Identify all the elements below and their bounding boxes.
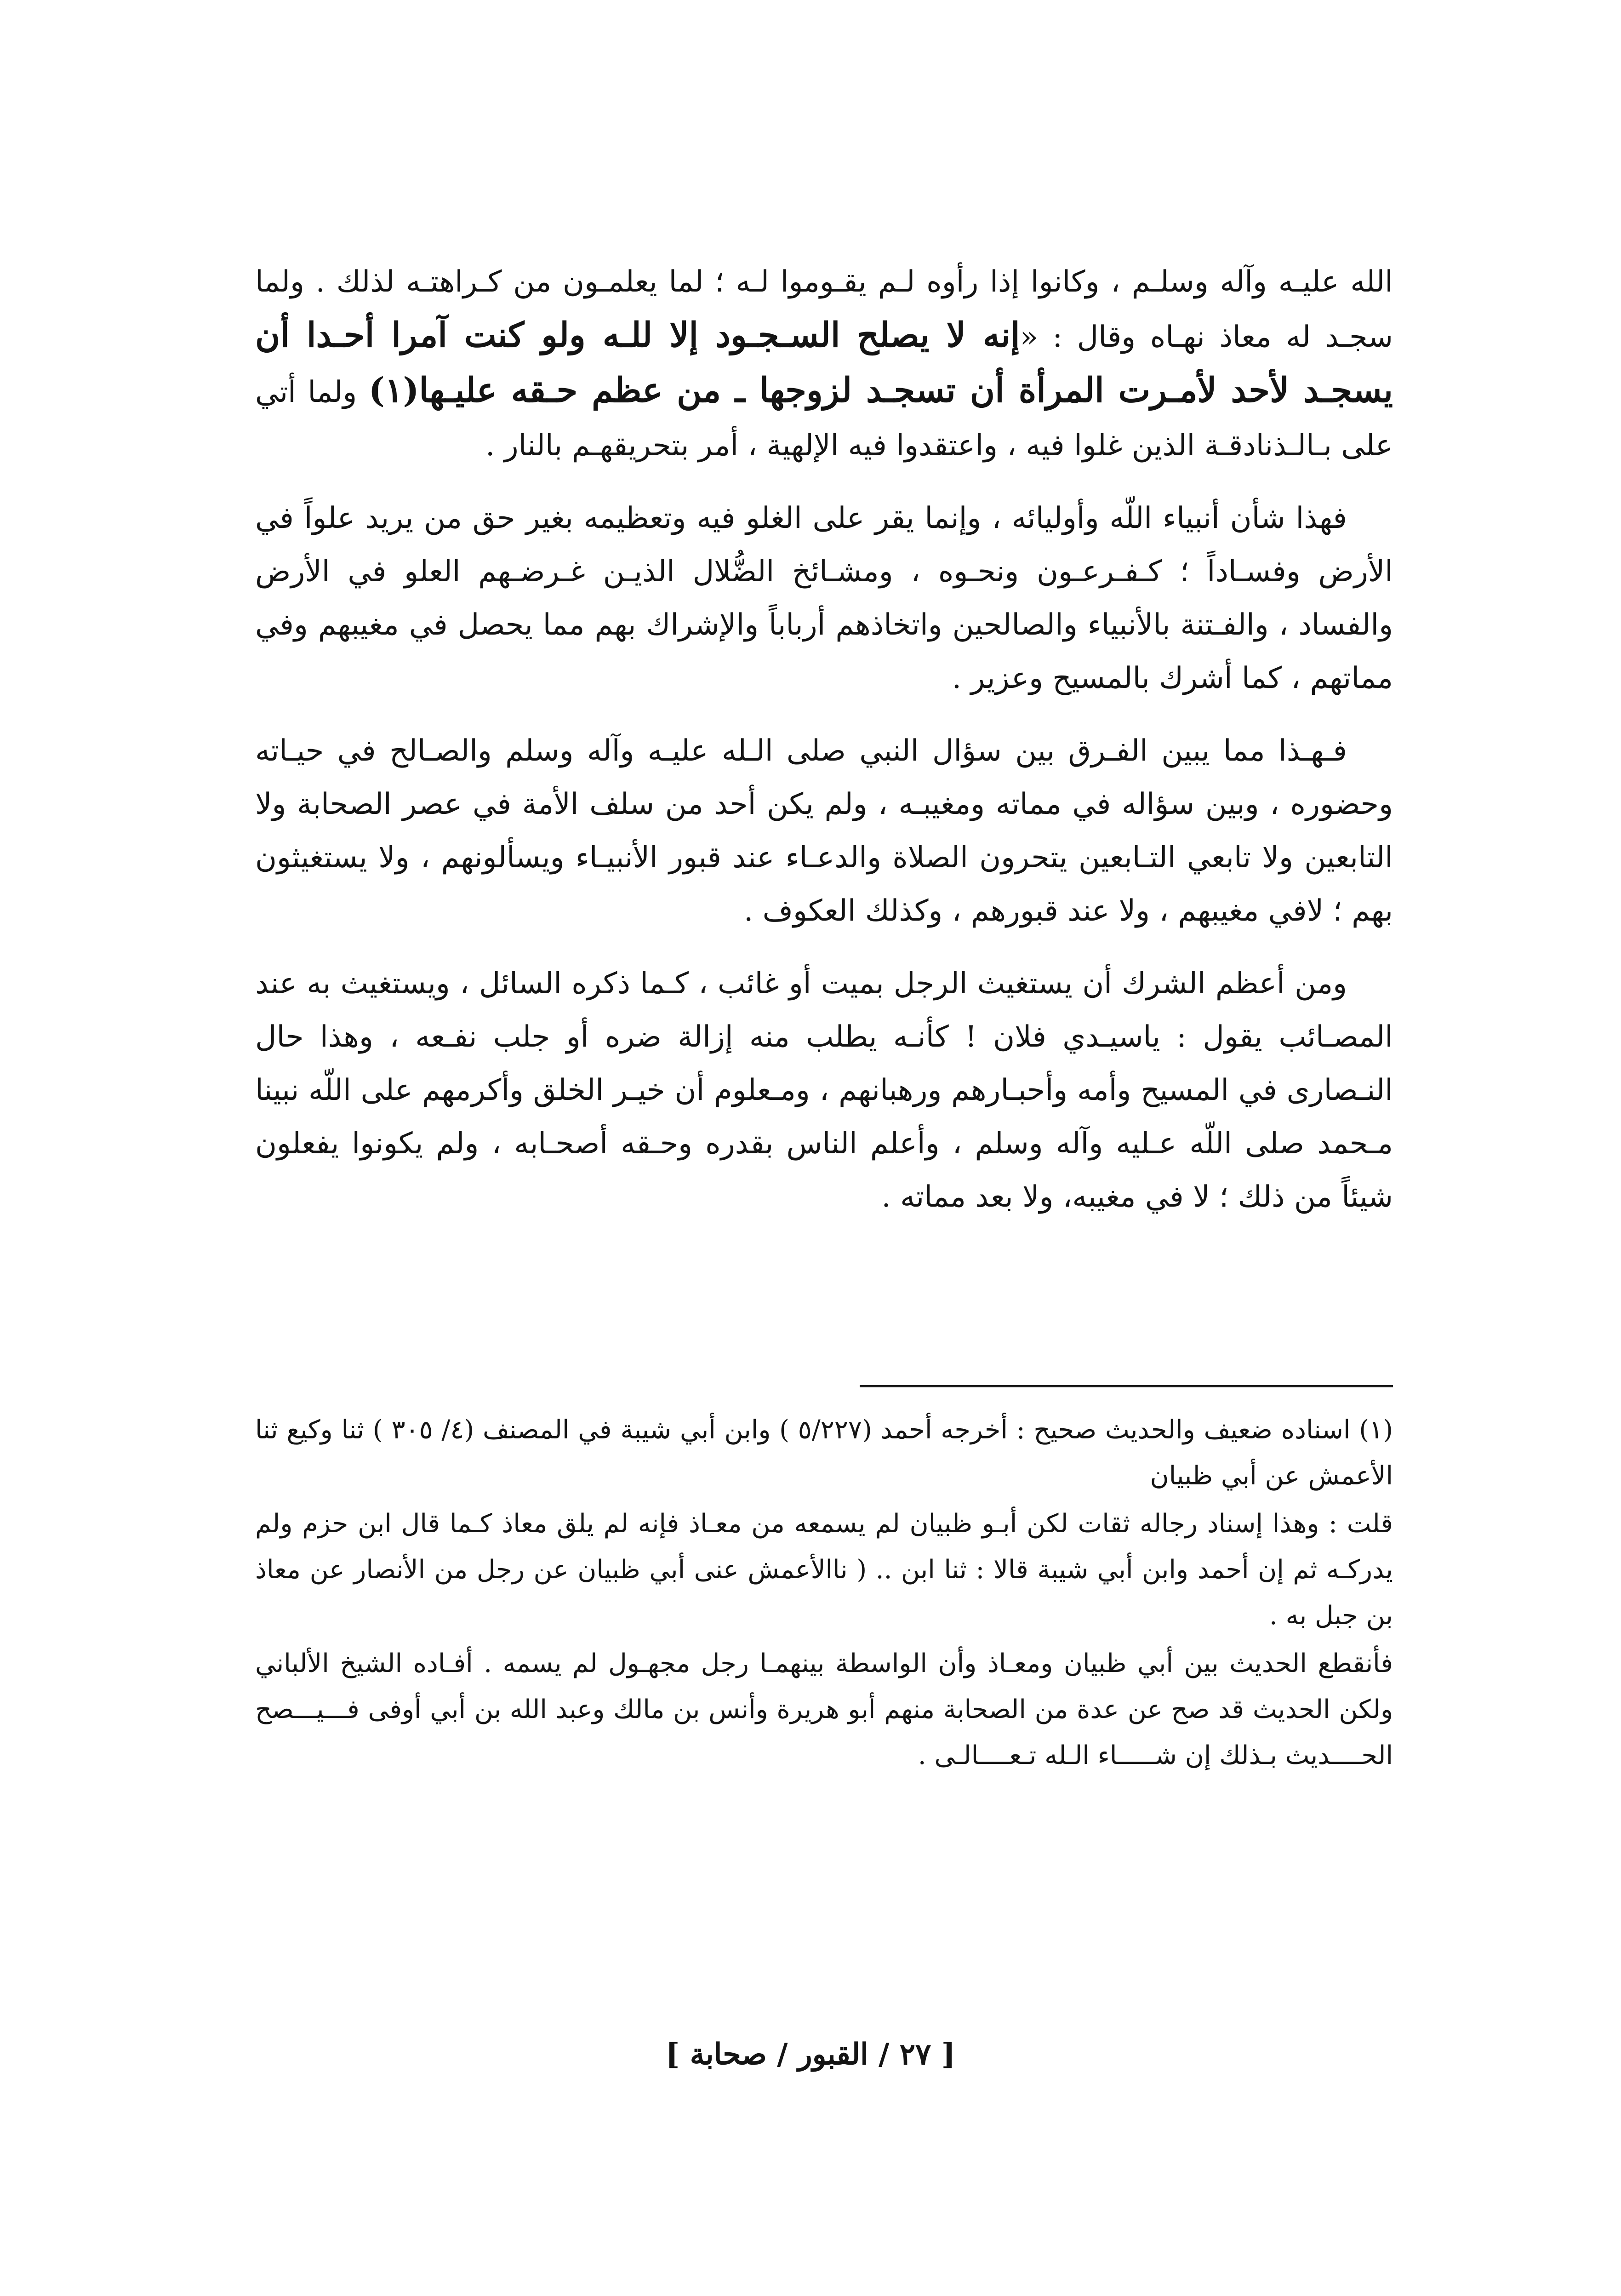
paragraph-shirk: ومن أعظم الشرك أن يستغيث الرجل بميت أو غائب ، كـما ذكره السائل ، ويستغيث به عند المصـائب يقول : ياسيـدي فلان ! كأنـه يطلب منه إزالة ضره أو جلب نفـعه ، وهذا حال النـصارى في المسيح وأمه وأحبـارهم ورهبانهم ، ومـعلوم أن خيـر الخلق وأكرمهم على اللّه نبينا مـحمد صلى اللّه عـليه وآله وسلم ، وأعلم الناس بقدره وحـقه أصحـابه ، ولم يكونوا يفعلون شيئاً من ذلك ؛ لا في مغيبه، ولا بعد مماته . — [255, 967, 1393, 1214]
paragraph-tail: ولما أتي على بـالـذنادقـة الذين غلوا فيه ، واعتقدوا فيه الإلهية ، أمر بتحريقهـم بالنار . — [255, 375, 1393, 463]
paragraph-prophets: فهذا شأن أنبياء اللّه وأوليائه ، وإنما يقر على الغلو فيه وتعظيمه بغير حق من يريد علواً في الأرض وفسـاداً ؛ كـفـرعـون ونحـوه ، ومشـائخ الضُّلال الذيـن غـرضـهم العلو في الأرض والفساد ، والفـتنة بالأنبياء والصالحين واتخاذهم أرباباً والإشراك بهم مما يحصل في مغيبهم وفي مماتهم ، كما أشرك بالمسيح وعزير . — [255, 501, 1393, 695]
footnote-1: (١) اسناده ضعيف والحديث صحيح : أخرجه أحمد (٥/٢٢٧ ) وابن أبي شيبة في المصنف (٤/ ٣٠٥ ) ثنا وكيع ثنا الأعمش عن أبي ظبيان — [255, 1415, 1393, 1491]
footnotes — [255, 1407, 1393, 1781]
paragraph-lead: الله عليـه وآله وسلـم ، وكانوا إذا رأوه لـم يقـوموا لـه ؛ لما يعلمـون من كـراهتـه لذلك . ولما سجـد له معاذ نهـاه وقال : « — [255, 265, 1393, 354]
footnote-divider — [860, 1385, 1393, 1387]
paragraph-difference: فـهـذا مما يبين الفـرق بين سؤال النبي صلى الـله عليـه وآله وسلم والصـالح في حيـاته وحضوره ، وبين سؤاله في مماته ومغيبـه ، ولم يكن أحد من سلف الأمة في عصر الصحابة ولا التابعين ولا تابعي التـابعين يتحرون الصلاة والدعـاء عند قبور الأنبيـاء ويسألونهم ، ولا يستغيثون بهم ؛ لافي مغيبهم ، ولا عند قبورهم ، وكذلك العكوف . — [255, 734, 1393, 928]
footnote-comment: قلت : وهذا إسناد رجاله ثقات لكن أبـو ظبيان لم يسمعه من معـاذ فإنه لم يلق معاذ كـما قال ابن حزم ولم يدركـه ثم إن أحمد وابن أبي شيبة قالا : ثنا ابن .. ( ناالأعمش عنى أبي ظبيان عن رجل من الأنصار عن معاذ بن جبل به . — [255, 1509, 1393, 1631]
paragraph-hadith — [255, 255, 1393, 472]
footnote-conclusion: فأنقطع الحديث بين أبي ظبيان ومعـاذ وأن الواسطة بينهمـا رجل مجهـول لم يسمه . أفـاده الشيخ الألباني ولكن الحديث قد صح عن عدة من الصحابة منهم أبو هريرة وأنس بن مالك وعبد الله بن أبي أوفى فـــيـــصح الحــــديث بـذلك إن شـــــاء الـله تـعــــالـى . — [255, 1649, 1393, 1770]
main-text — [255, 255, 1393, 1243]
hadith-quote: إنه لا يصلح السـجـود إلا للـه ولو كنت آمرا أحـدا أن يسجـد لأحد لأمـرت المرأة أن تسجـد لزوجها ـ من عظم حـقه عليـها(١) — [255, 315, 1393, 410]
page-footer: [ ٢٧ / القبور / صحابة ] — [666, 2037, 955, 2072]
